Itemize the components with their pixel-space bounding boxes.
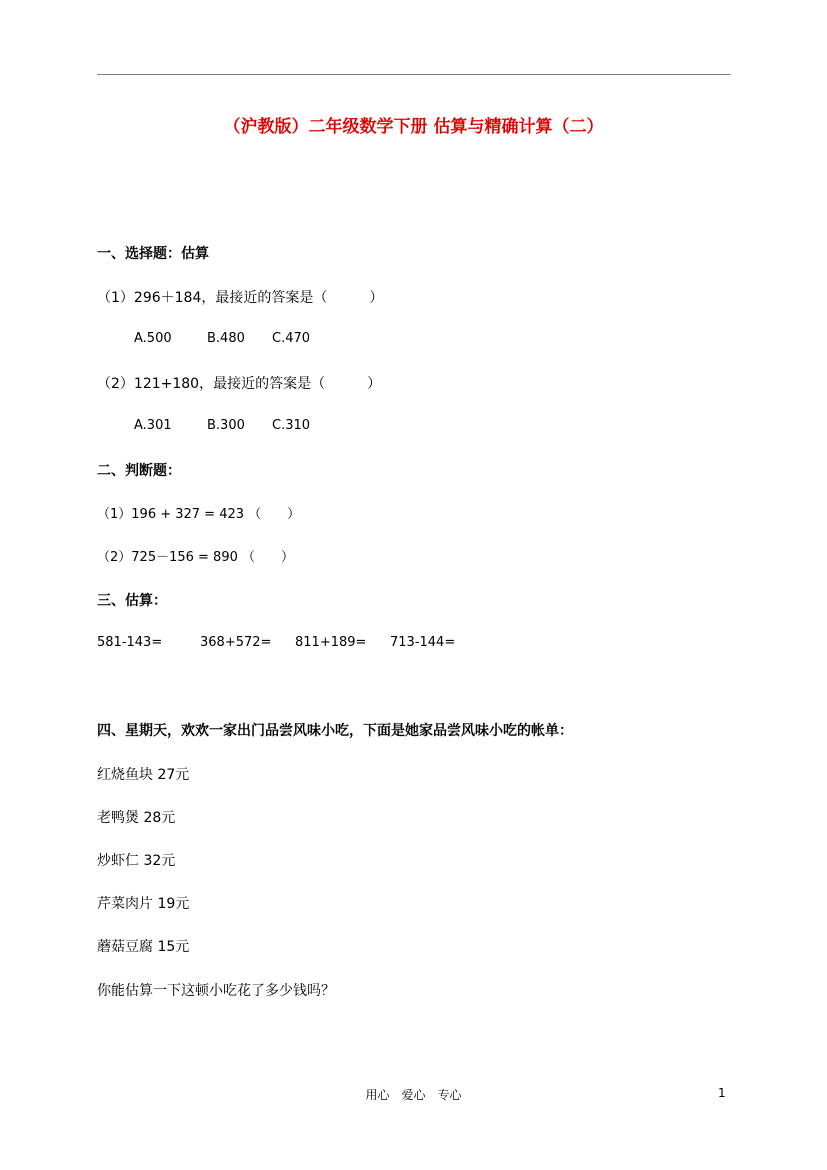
question-1-2: （2）121+180，最接近的答案是（ ） — [97, 376, 382, 392]
page-number: 1 — [718, 1086, 726, 1100]
question-1-1: （1）296＋184，最接近的答案是（ ） — [97, 290, 384, 306]
option-b: B.480 — [207, 331, 245, 346]
bill-item: 红烧鱼块 27元 — [97, 767, 190, 783]
question-1-2-options — [134, 418, 310, 433]
bill-item: 蘑菇豆腐 15元 — [97, 939, 190, 955]
page-title: （沪教版）二年级数学下册 估算与精确计算（二） — [223, 117, 604, 137]
section-2-heading: 二、判断题： — [97, 463, 181, 479]
option-a: A.301 — [134, 418, 172, 433]
question-1-1-options — [134, 331, 310, 346]
section-3-heading: 三、估算： — [97, 593, 167, 609]
option-c: C.470 — [272, 331, 311, 346]
estimate-item: 368+572= — [200, 635, 272, 650]
section-4-heading: 四、星期天，欢欢一家出门品尝风味小吃，下面是她家品尝风味小吃的帐单： — [97, 723, 573, 739]
option-c: C.310 — [272, 418, 311, 433]
estimate-item: 811+189= — [295, 635, 367, 650]
option-a: A.500 — [134, 331, 172, 346]
footer-motto: 用心 爱心 专心 — [365, 1088, 462, 1102]
bill-item: 芹菜肉片 19元 — [97, 896, 190, 912]
header-rule — [97, 74, 731, 75]
estimate-row — [97, 635, 455, 650]
judgement-1: （1）196 + 327 = 423 （ ） — [97, 507, 301, 522]
final-question: 你能估算一下这顿小吃花了多少钱吗？ — [97, 983, 335, 999]
bill-item: 老鸭煲 28元 — [97, 810, 176, 826]
option-b: B.300 — [207, 418, 245, 433]
estimate-item: 713-144= — [390, 635, 456, 650]
estimate-item: 581-143= — [97, 635, 163, 650]
judgement-2: （2）725－156 = 890 （ ） — [97, 550, 294, 565]
section-1-heading: 一、选择题：估算 — [97, 246, 209, 262]
bill-item: 炒虾仁 32元 — [97, 853, 176, 869]
